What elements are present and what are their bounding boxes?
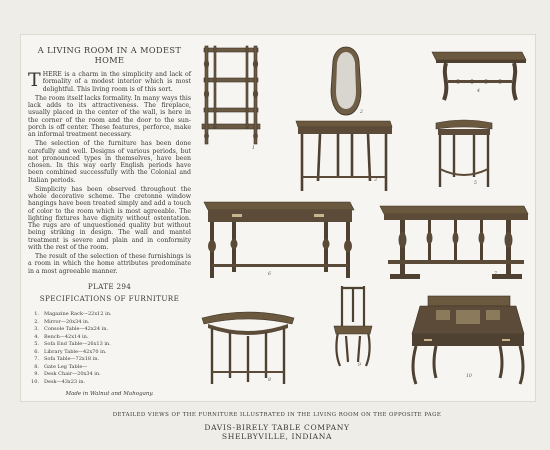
specifications-heading: SPECIFICATIONS OF FURNITURE [39,294,180,303]
page-title: A LIVING ROOM IN A MODEST HOME [37,45,182,65]
spec-item: 4. Bench—42x14 in. [34,333,89,340]
company-name: DAVIS-BIRELY TABLE COMPANY [204,423,350,432]
paragraph-2: The room itself lacks formality. In many ways this lack adds to its attractiveness. The fireplace, usually placed in the center of the wall, is here in the corner of the room and the door to the sun-porch is off center. These features, perforce, make an informal treatment necessary. [28,94,191,138]
mirror-illustration [327,45,365,117]
company-block [20,424,534,441]
paragraph-5: The result of the selection of these furnishings is a room in which the home attributes predominate in a most agreeable manner. [28,253,191,275]
item-number-3: 3 [374,178,377,183]
library-table-illustration [202,198,354,284]
drop-cap: T [28,69,41,91]
item-number-10: 10 [466,374,472,379]
bench-illustration [428,46,526,104]
item-number-4: 4 [477,89,480,94]
spec-item: 1. Magazine Rack—22x12 in. [34,311,112,317]
item-number-7: 7 [494,272,497,277]
article-body [28,71,191,277]
paragraph-1 [28,71,191,93]
gate-leg-table-illustration [200,308,296,388]
plate-caption: DETAILED VIEWS OF THE FURNITURE ILLUSTRATED IN THE LIVING ROOM ON THE OPPOSITE PAGE [112,412,442,418]
spec-item: 3. Console Table—42x24 in. [34,326,109,333]
spec-item: 7. Sofa Table—72x18 in. [34,356,100,363]
console-table-illustration [294,119,394,197]
sofa-end-table-illustration [434,119,494,191]
sofa-table-illustration [376,204,530,288]
paragraph-3: The selection of the furniture has been done carefully and well. Designs of various periods, but not pronounced types in themselves, have been chosen. In this way early English periods have been combined successfully with the Colonial and Italian periods. [28,140,191,184]
desk-chair-illustration [330,282,376,370]
item-number-5: 5 [474,181,477,186]
spec-item: 5. Sofa End Table—26x13 in. [34,341,111,348]
spec-item: 9. Desk Chair—20x34 in. [34,371,101,378]
paragraph-4: Simplicity has been observed throughout the whole decorative scheme. The cretonne window hangings have been treated simply and add a touch of color to the room which is most agreeable. The lighting fixtures have dignity without ostentation. The rugs are of unquestioned quality but without being striking in design. The wall and mantel treatment is severe and plain and in conformity with the rest of the room. [28,185,191,251]
specifications-list [28,311,178,386]
magazine-rack-illustration [200,44,262,152]
plate-number: PLATE 294 [87,282,132,291]
spec-item: 10. Desk—43x23 in. [31,378,86,385]
first-word: HERE [42,71,62,78]
item-number-9: 9 [358,363,361,368]
spec-item: 2. Mirror—20x34 in. [34,318,90,325]
item-number-1: 1 [252,146,255,151]
spec-item: 6. Library Table—42x70 in. [34,348,107,355]
spec-item: 8. Gate Leg Table— [34,363,88,370]
materials-note: Made in Walnut and Mahogany. [65,391,154,397]
item-number-8: 8 [268,378,271,383]
company-location: SHELBYVILLE, INDIANA [221,431,333,441]
item-number-6: 6 [268,272,271,277]
paragraph-1-text: is a charm in the simplicity and lack of formality of a modest interior which is most delightful. This living room is of this sort. [42,71,191,93]
item-number-2: 2 [360,110,363,115]
